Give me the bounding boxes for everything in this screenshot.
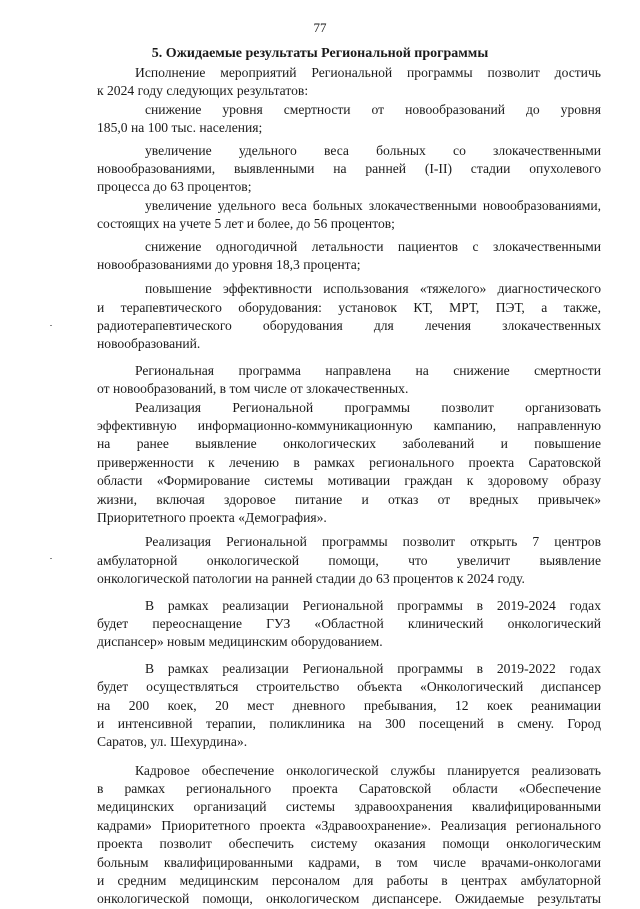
text-line: увеличение удельного веса больных со злокачественными (145, 142, 601, 158)
page-number: 77 (313, 20, 327, 35)
text-line: радиотерапевтического оборудования для лечения злокачественных (97, 318, 601, 334)
text-line: повышение эффективности использования «тяжелого» диагностического (145, 281, 601, 297)
scan-speck (50, 325, 52, 326)
text-line: Саратов, ул. Шехурдина». (97, 734, 248, 750)
text-line: к 2024 году следующих результатов: (97, 83, 309, 99)
text-line: и интенсивной терапии, поликлиника на 300 посещений в смену. Город (97, 715, 601, 731)
text-line: Кадровое обеспечение онкологической службы планируется реализовать (135, 762, 601, 778)
text-line: в рамках регионального проекта Саратовской области «Обеспечение (97, 781, 601, 797)
text-line: Реализация Региональной программы позволит организовать (135, 399, 601, 415)
text-line: В рамках реализации Региональной программы в 2019-2022 годах (145, 660, 601, 676)
text-line: онкологической патологии на ранней стадии до 63 процентов к 2024 году. (97, 571, 525, 587)
text-line: онкологической помощи, онкологическом диспансере. Ожидаемые результаты (97, 891, 601, 907)
text-line: от новообразований, в том числе от злокачественных. (97, 381, 409, 397)
text-line: Реализация Региональной программы позволит открыть 7 центров (145, 534, 601, 550)
text-line: на 200 коек, 20 мест дневного пребывания, 12 коек реанимации (97, 697, 601, 713)
text-line: будет переоснащение ГУЗ «Областной клинический онкологический (97, 615, 601, 631)
text-line: Исполнение мероприятий Региональной программы позволит достичь (135, 65, 601, 80)
text-line: новообразованиями до уровня 18,3 процента; (97, 256, 361, 272)
text-line: Приоритетного проекта «Демография». (97, 509, 327, 525)
text-line: снижение одногодичной летальности пациентов с злокачественными (145, 238, 601, 254)
text-line: В рамках реализации Региональной программы в 2019-2024 годах (145, 597, 601, 613)
text-line: и терапевтического оборудования: установок КТ, МРТ, ПЭТ, а также, (97, 299, 601, 315)
text-line: жизни, включая здоровое питание и отказ от вредных привычек» (97, 491, 601, 507)
text-line: медицинских организаций системы здравоохранения квалифицированными (97, 799, 601, 815)
text-line: области «Формирование системы мотивации граждан к здоровому образу (97, 473, 601, 489)
text-line: амбулаторной онкологической помощи, что увеличит выявление (97, 552, 601, 568)
text-line: больным квалифицированными кадрами, в том числе врачами-онкологами (97, 854, 601, 870)
text-line: и средним медицинским персоналом для работы в центрах амбулаторной (97, 873, 601, 889)
text-line: будет осуществляться строительство объекта «Онкологический диспансер (97, 679, 601, 695)
text-line: новообразований. (97, 336, 201, 352)
scan-speck (50, 558, 52, 559)
text-line: процесса до 63 процентов; (97, 179, 252, 195)
text-line: 185,0 на 100 тыс. населения; (97, 120, 263, 136)
document-body (97, 64, 601, 909)
text-line: эффективную информационно-коммуникационную кампанию, направленную (97, 418, 601, 434)
text-line: увеличение удельного веса больных злокачественными новообразованиями, (145, 197, 601, 213)
text-line: приверженности к лечению в рамках регионального проекта Саратовской (97, 454, 601, 470)
text-line: Региональная программа направлена на снижение смертности (135, 362, 601, 378)
text-line: проекта позволит обеспечить систему оказания помощи онкологическим (97, 836, 601, 852)
text-line: состоящих на учете 5 лет и более, до 56 процентов; (97, 216, 395, 232)
section-title: 5. Ожидаемые результаты Региональной программы (151, 46, 489, 61)
text-line: снижение уровня смертности от новообразований до уровня (145, 101, 601, 117)
text-line: на ранее выявление онкологических заболеваний и повышение (97, 436, 601, 452)
text-line: кадрами» Приоритетного проекта «Здравоохранение». Реализация регионального (97, 817, 601, 833)
text-line: новообразованиями, выявленными на ранней (I-II) стадии опухолевого (97, 160, 601, 176)
text-line: диспансер» новым медицинским оборудованием. (97, 634, 383, 650)
